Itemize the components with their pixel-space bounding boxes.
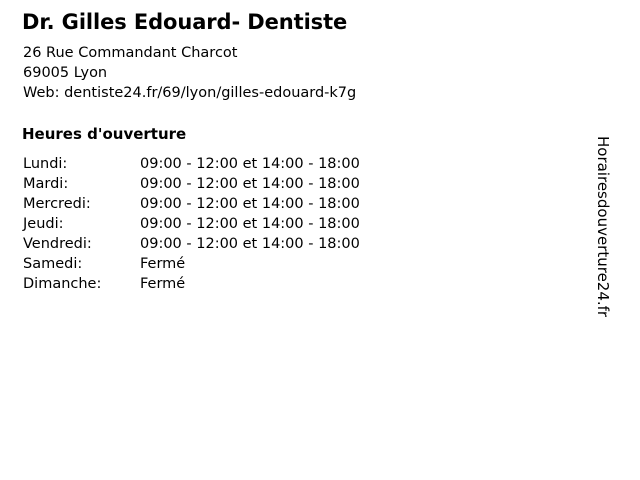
day-hours: Fermé xyxy=(140,256,186,272)
address-street: 26 Rue Commandant Charcot xyxy=(23,45,238,61)
table-row xyxy=(23,274,360,294)
table-row xyxy=(23,194,360,214)
address-postal-city: 69005 Lyon xyxy=(23,65,108,81)
day-label: Mardi: xyxy=(23,176,69,192)
day-label: Lundi: xyxy=(23,156,68,172)
table-row xyxy=(23,174,360,194)
day-label: Mercredi: xyxy=(23,196,91,212)
table-row xyxy=(23,234,360,254)
day-hours: 09:00 - 12:00 et 14:00 - 18:00 xyxy=(140,156,360,172)
day-label: Samedi: xyxy=(23,256,83,272)
day-hours: 09:00 - 12:00 et 14:00 - 18:00 xyxy=(140,176,360,192)
table-row xyxy=(23,214,360,234)
day-hours: 09:00 - 12:00 et 14:00 - 18:00 xyxy=(140,216,360,232)
opening-hours-table xyxy=(23,154,360,294)
day-label: Jeudi: xyxy=(23,216,64,232)
watermark-source: Horairesdouverture24.fr xyxy=(594,136,612,318)
address-block xyxy=(23,43,356,103)
day-label: Vendredi: xyxy=(23,236,92,252)
day-label: Dimanche: xyxy=(23,276,102,292)
day-hours: 09:00 - 12:00 et 14:00 - 18:00 xyxy=(140,196,360,212)
day-hours: Fermé xyxy=(140,276,186,292)
day-hours: 09:00 - 12:00 et 14:00 - 18:00 xyxy=(140,236,360,252)
table-row xyxy=(23,154,360,174)
website-line: Web: dentiste24.fr/69/lyon/gilles-edouard-k7g xyxy=(23,85,357,101)
table-row xyxy=(23,254,360,274)
opening-hours-heading: Heures d'ouverture xyxy=(22,125,187,143)
page-title: Dr. Gilles Edouard- Dentiste xyxy=(22,10,348,34)
